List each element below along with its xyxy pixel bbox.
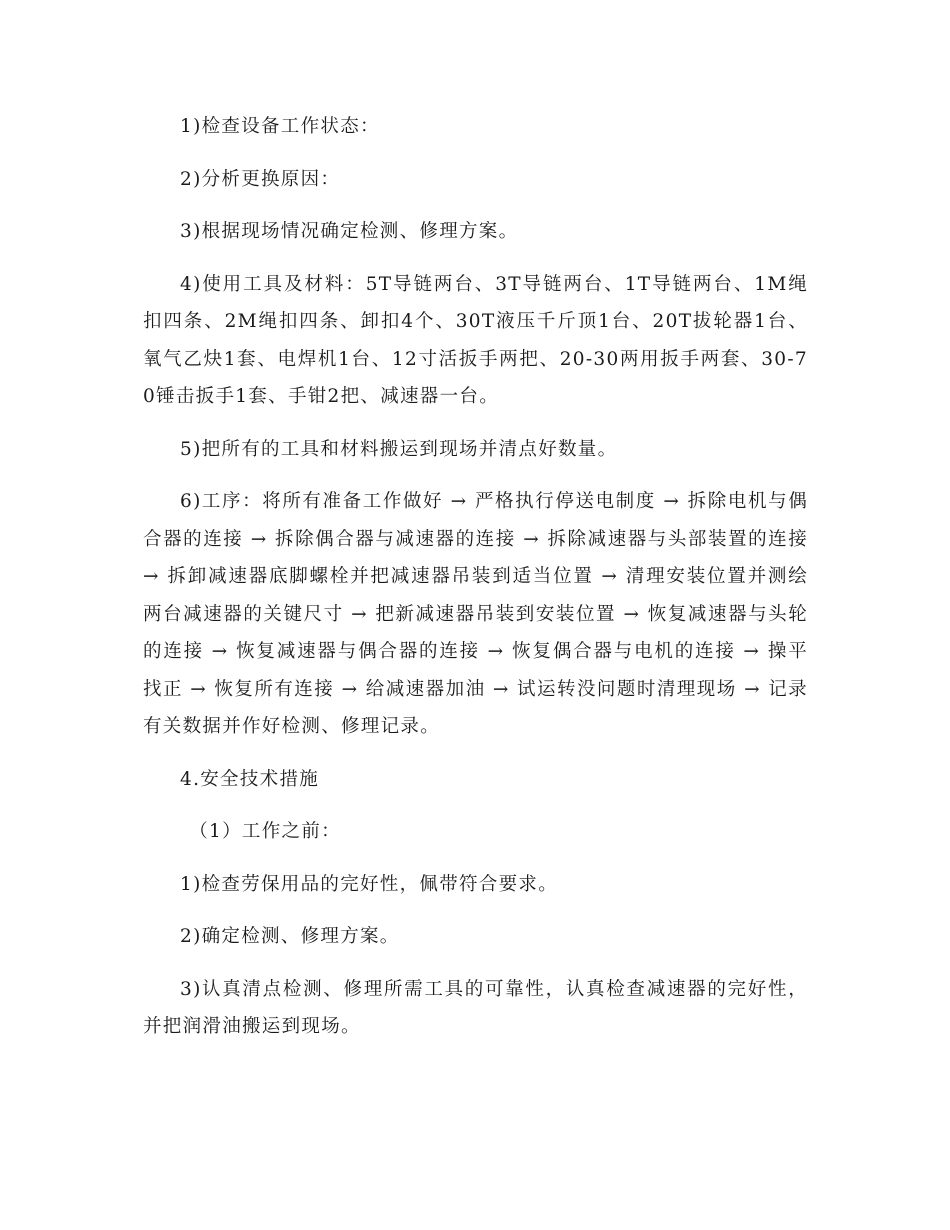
safety-check-ppe: 1)检查劳保用品的完好性，佩带符合要求。 [180,873,558,895]
subsection-heading-before-work: （1）工作之前： [189,821,341,842]
safety-check-tools: 3)认真清点检测、修理所需工具的可靠性，认真检查减速器的完好性，并把润滑油搬运到现场。 [143,978,808,1037]
step-determine-plan: 3)根据现场情况确定检测、修理方案。 [180,221,519,242]
section-heading-safety: 4.安全技术措施 [180,768,320,790]
step-procedure: 6)工序：将所有准备工作做好 → 严格执行停送电制度 → 拆除电机与偶 合器的连接 → 拆除偶合器与减速器的连接 → 拆除减速器与头部装置的连接 → 拆卸减速器底脚螺栓并把减速器吊装到适当位置 → 清理安装位置并测绘两台减速器的关键尺寸 → 把新减速器吊装到安装位置 → 恢复减速器与头轮的连接 → 恢复减速器与偶合器的连接 → 恢复偶合器与电机的连接 → 操平找正 → 恢复所有连接 → 给减速器加油 → 试运转没问题时清理现场 → 记录有关数据并作好检测、修理记录。 [143,491,808,737]
step-analyze-reason: 2)分析更换原因： [180,168,341,190]
document-body [143,108,808,1061]
step-transport-tools: 5)把所有的工具和材料搬运到现场并清点好数量。 [180,438,618,460]
step-tools-materials: 4)使用工具及材料：5T导链两台、3T导链两台、1T导链两台、1M绳扣四条、2M绳扣四条、卸扣4个、30T液压千斤顶1台、20T拔轮器1台、氧气乙炔1套、电焊机1台、12寸活扳手两把、20-30两用扳手两套、30-70锤击扳手1套、手钳2把、减速器一台。 [143,273,808,407]
step-check-status: 1)检查设备工作状态： [180,116,380,137]
safety-determine-plan: 2)确定检测、修理方案。 [180,926,400,947]
